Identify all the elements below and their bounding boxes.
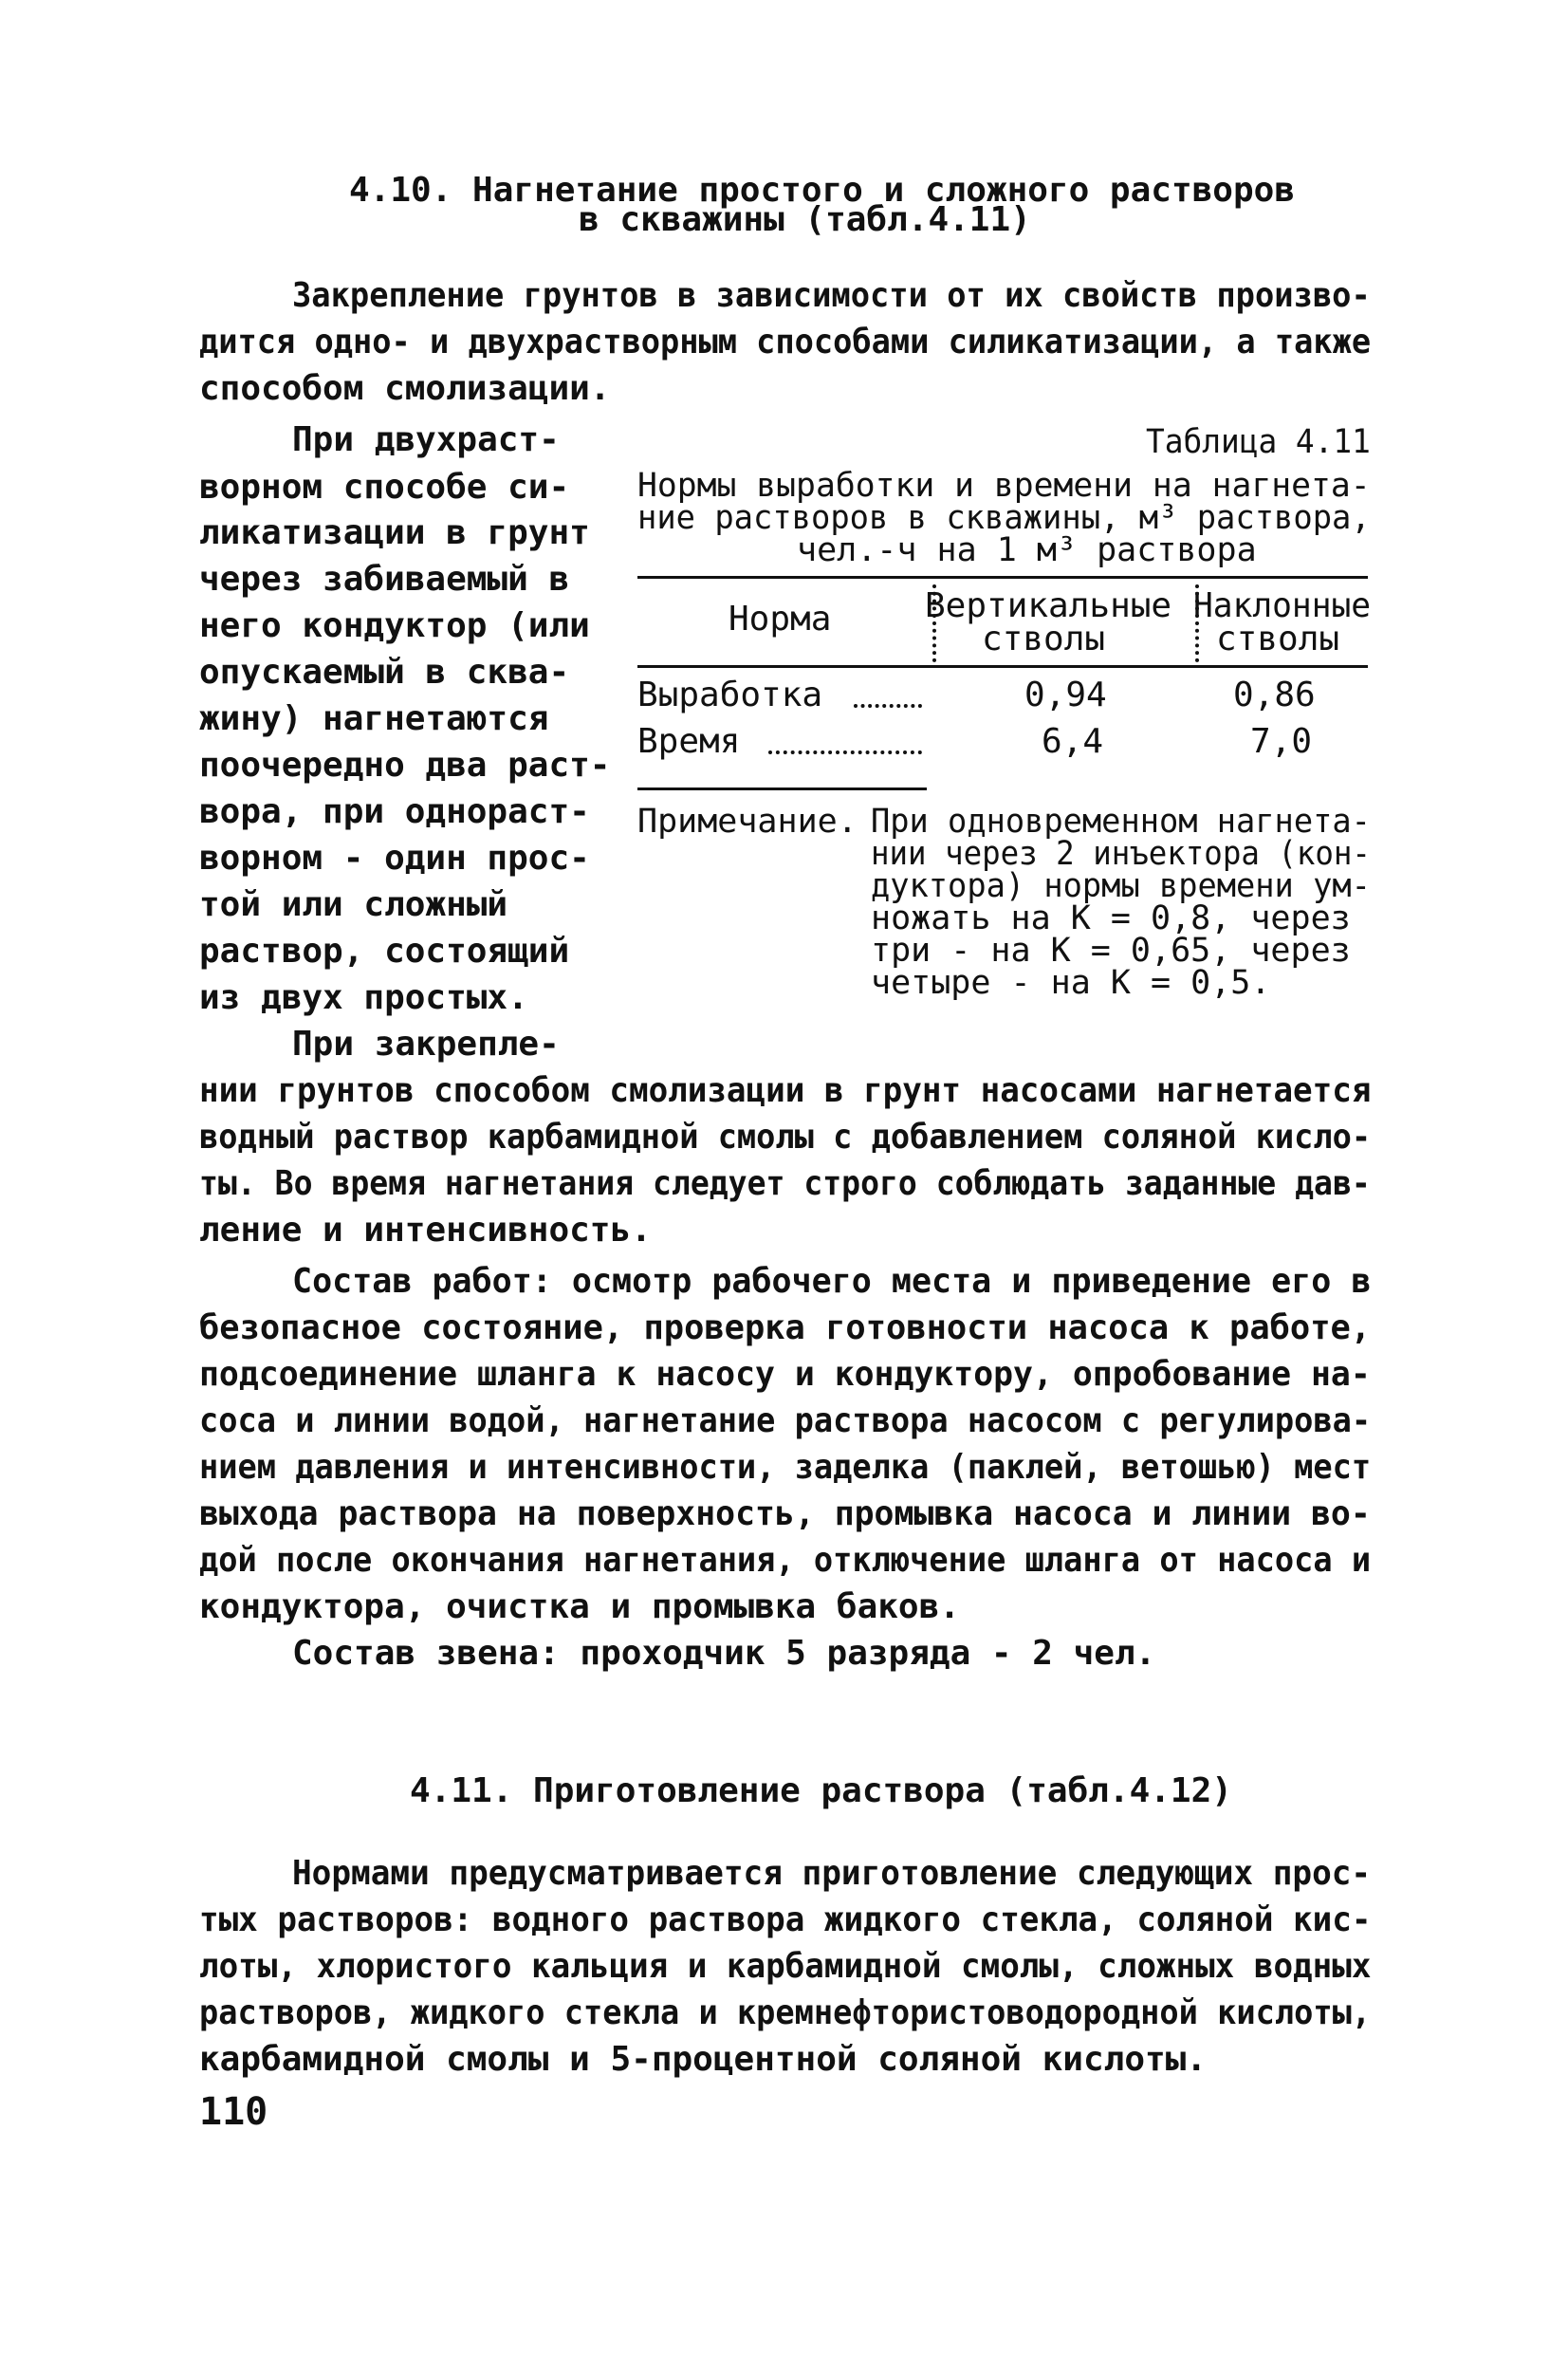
section-411-line: лоты, хлористого кальция и карбамидной смолы, сложных водных [199, 1947, 1372, 1986]
header-inclined-2: стволы [1216, 620, 1340, 658]
row-leader-dots [768, 750, 922, 754]
left-column-line: ликатизации в грунт [199, 513, 590, 552]
section-411-line: растворов, жидкого стекла и кремнефтористоводородной кислоты, [199, 1993, 1372, 2032]
body-line: кондуктора, очистка и промывка баков. [199, 1587, 960, 1626]
body-line: дой после окончания нагнетания, отключение шланга от насоса и [199, 1541, 1372, 1580]
section-411-line: Нормами предусматривается приготовление следующих прос- [292, 1854, 1372, 1893]
body-line: соса и линии водой, нагнетание раствора насосом с регулирова- [199, 1401, 1372, 1440]
body-line: Состав звена: проходчик 5 разряда - 2 чел. [292, 1634, 1156, 1673]
section-heading-line1: 4.10. Нагнетание простого и сложного растворов [349, 171, 1295, 210]
body-line: нием давления и интенсивности, заделка (паклей, ветошью) мест [199, 1448, 1372, 1487]
body-line: выхода раствора на поверхность, промывка насоса и линии во- [199, 1494, 1371, 1533]
table-header-rule [637, 665, 1368, 668]
header-divider-right [1195, 584, 1199, 662]
left-column-line: из двух простых. [199, 978, 528, 1017]
header-divider-left [932, 584, 936, 662]
row-label-time: Время [637, 722, 741, 761]
body-line: Состав работ: осмотр рабочего места и приведение его в [292, 1262, 1372, 1301]
note-line: четыре - на К = 0,5. [871, 964, 1271, 1002]
left-column-line: При двухраст- [292, 420, 560, 459]
table-label: Таблица 4.11 [1146, 423, 1371, 461]
intro-line: Закрепление грунтов в зависимости от их свойств произво- [292, 276, 1371, 315]
note-rule [637, 787, 927, 790]
left-column-line: ворном способе си- [199, 468, 570, 507]
note-line: При одновременном нагнета- [871, 803, 1371, 841]
body-line: безопасное состояние, проверка готовности насоса к работе, [199, 1308, 1372, 1347]
body-line: ты. Во время нагнетания следует строго соблюдать заданные дав- [199, 1164, 1371, 1203]
section-heading-line2: в скважины (табл.4.11) [579, 200, 1031, 239]
row-output-vertical: 0,94 [1024, 676, 1107, 714]
table-caption-line: чел.-ч на 1 м³ раствора [797, 531, 1257, 569]
row-label-output: Выработка [637, 676, 823, 714]
note-label: Примечание. [637, 803, 858, 841]
body-line: ление и интенсивность. [199, 1211, 652, 1250]
row-time-inclined: 7,0 [1250, 722, 1313, 761]
left-column-line: той или сложный [199, 885, 508, 924]
section-heading-411: 4.11. Приготовление раствора (табл.4.12) [410, 1771, 1232, 1810]
table-caption-line: ние растворов в скважины, м³ раствора, [637, 499, 1371, 537]
section-411-line: карбамидной смолы и 5-процентной соляной кислоты. [199, 2040, 1208, 2079]
header-norm: Норма [729, 600, 832, 639]
left-column-line: При закрепле- [292, 1025, 560, 1064]
header-inclined-1: Наклонные [1193, 586, 1372, 625]
left-column-line: через забиваемый в [199, 560, 570, 599]
left-column-line: него кондуктор (или [199, 606, 590, 645]
row-time-vertical: 6,4 [1042, 722, 1104, 761]
left-column-line: жину) нагнетаются [199, 699, 549, 738]
row-leader-dots [854, 704, 922, 708]
body-line: нии грунтов способом смолизации в грунт насосами нагнетается [199, 1071, 1372, 1110]
section-411-line: тых растворов: водного раствора жидкого стекла, соляной кис- [199, 1900, 1372, 1939]
header-vertical-1: Вертикальные [925, 586, 1172, 625]
intro-line: способом смолизации. [199, 369, 611, 408]
intro-line: дится одно- и двухрастворным способами силикатизации, а также [199, 323, 1372, 361]
body-line: водный раствор карбамидной смолы с добавлением соляной кисло- [199, 1118, 1372, 1157]
row-output-inclined: 0,86 [1233, 676, 1316, 714]
note-line: дуктора) нормы времени ум- [871, 867, 1371, 905]
body-line: подсоединение шланга к насосу и кондуктору, опробование на- [199, 1355, 1371, 1394]
page-number: 110 [199, 2090, 268, 2134]
left-column-line: вора, при однораст- [199, 792, 590, 831]
note-line: нии через 2 инъектора (кон- [871, 835, 1371, 873]
table-caption-line: Нормы выработки и времени на нагнета- [637, 467, 1371, 505]
table-top-rule [637, 576, 1368, 579]
left-column-line: опускаемый в сква- [199, 653, 570, 692]
note-line: три - на К = 0,65, через [871, 932, 1351, 970]
left-column-line: раствор, состоящий [199, 932, 570, 971]
note-line: ножать на К = 0,8, через [871, 899, 1351, 937]
left-column-line: ворном - один прос- [199, 839, 590, 878]
left-column-line: поочередно два раст- [199, 746, 611, 785]
header-vertical-2: стволы [982, 620, 1106, 658]
